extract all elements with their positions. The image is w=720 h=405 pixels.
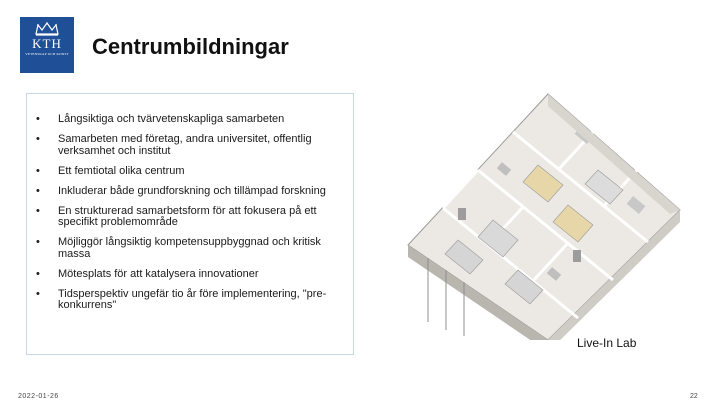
bullet-dot: •	[36, 184, 40, 197]
logo-subtitle: VETENSKAP OCH KONST	[25, 52, 69, 56]
bullet-dot: •	[36, 287, 40, 300]
bullet-dot: •	[36, 204, 40, 217]
image-caption: Live-In Lab	[577, 336, 637, 350]
bullet-text: Tidsperspektiv ungefär tio år före implementering, "pre-konkurrens"	[58, 287, 327, 311]
bullet-item	[36, 289, 336, 312]
bullet-dot: •	[36, 113, 40, 125]
slide-title: Centrumbildningar	[92, 34, 289, 59]
bullet-text: Inkluderar både grundforskning och tillämpad forskning	[58, 184, 326, 197]
logo-text: KTH	[32, 36, 62, 51]
bullet-text: En strukturerad samarbetsform för att fokusera på ett specifikt problemområde	[58, 204, 317, 228]
kth-logo	[20, 17, 74, 73]
bullet-text: Möjliggör långsiktig kompetensuppbyggnad och kritisk massa	[58, 236, 321, 260]
bullet-dot: •	[36, 164, 40, 177]
slide-date: 2022-01-26	[18, 393, 59, 400]
bullet-item	[36, 134, 336, 157]
floor-plan-illustration	[398, 90, 682, 340]
page-number: 22	[690, 393, 698, 400]
bullet-text: Ett femtiotal olika centrum	[58, 164, 185, 177]
bullet-text: Långsiktiga och tvärvetenskapliga samarbeten	[58, 113, 285, 125]
bullet-text: Samarbeten med företag, andra universitet, offentlig verksamhet och institut	[58, 133, 312, 157]
bullet-item	[36, 166, 336, 178]
bullet-item	[36, 186, 336, 198]
bullet-dot: •	[36, 267, 40, 280]
bullet-text: Mötesplats för att katalysera innovationer	[58, 267, 259, 280]
bullet-dot: •	[36, 236, 40, 248]
bullet-item	[36, 269, 336, 281]
bullet-item	[36, 114, 336, 126]
bullet-list	[36, 114, 336, 320]
bullet-dot: •	[36, 133, 40, 145]
crown-icon	[34, 22, 60, 36]
bullet-item	[36, 206, 336, 229]
bullet-item	[36, 237, 336, 260]
